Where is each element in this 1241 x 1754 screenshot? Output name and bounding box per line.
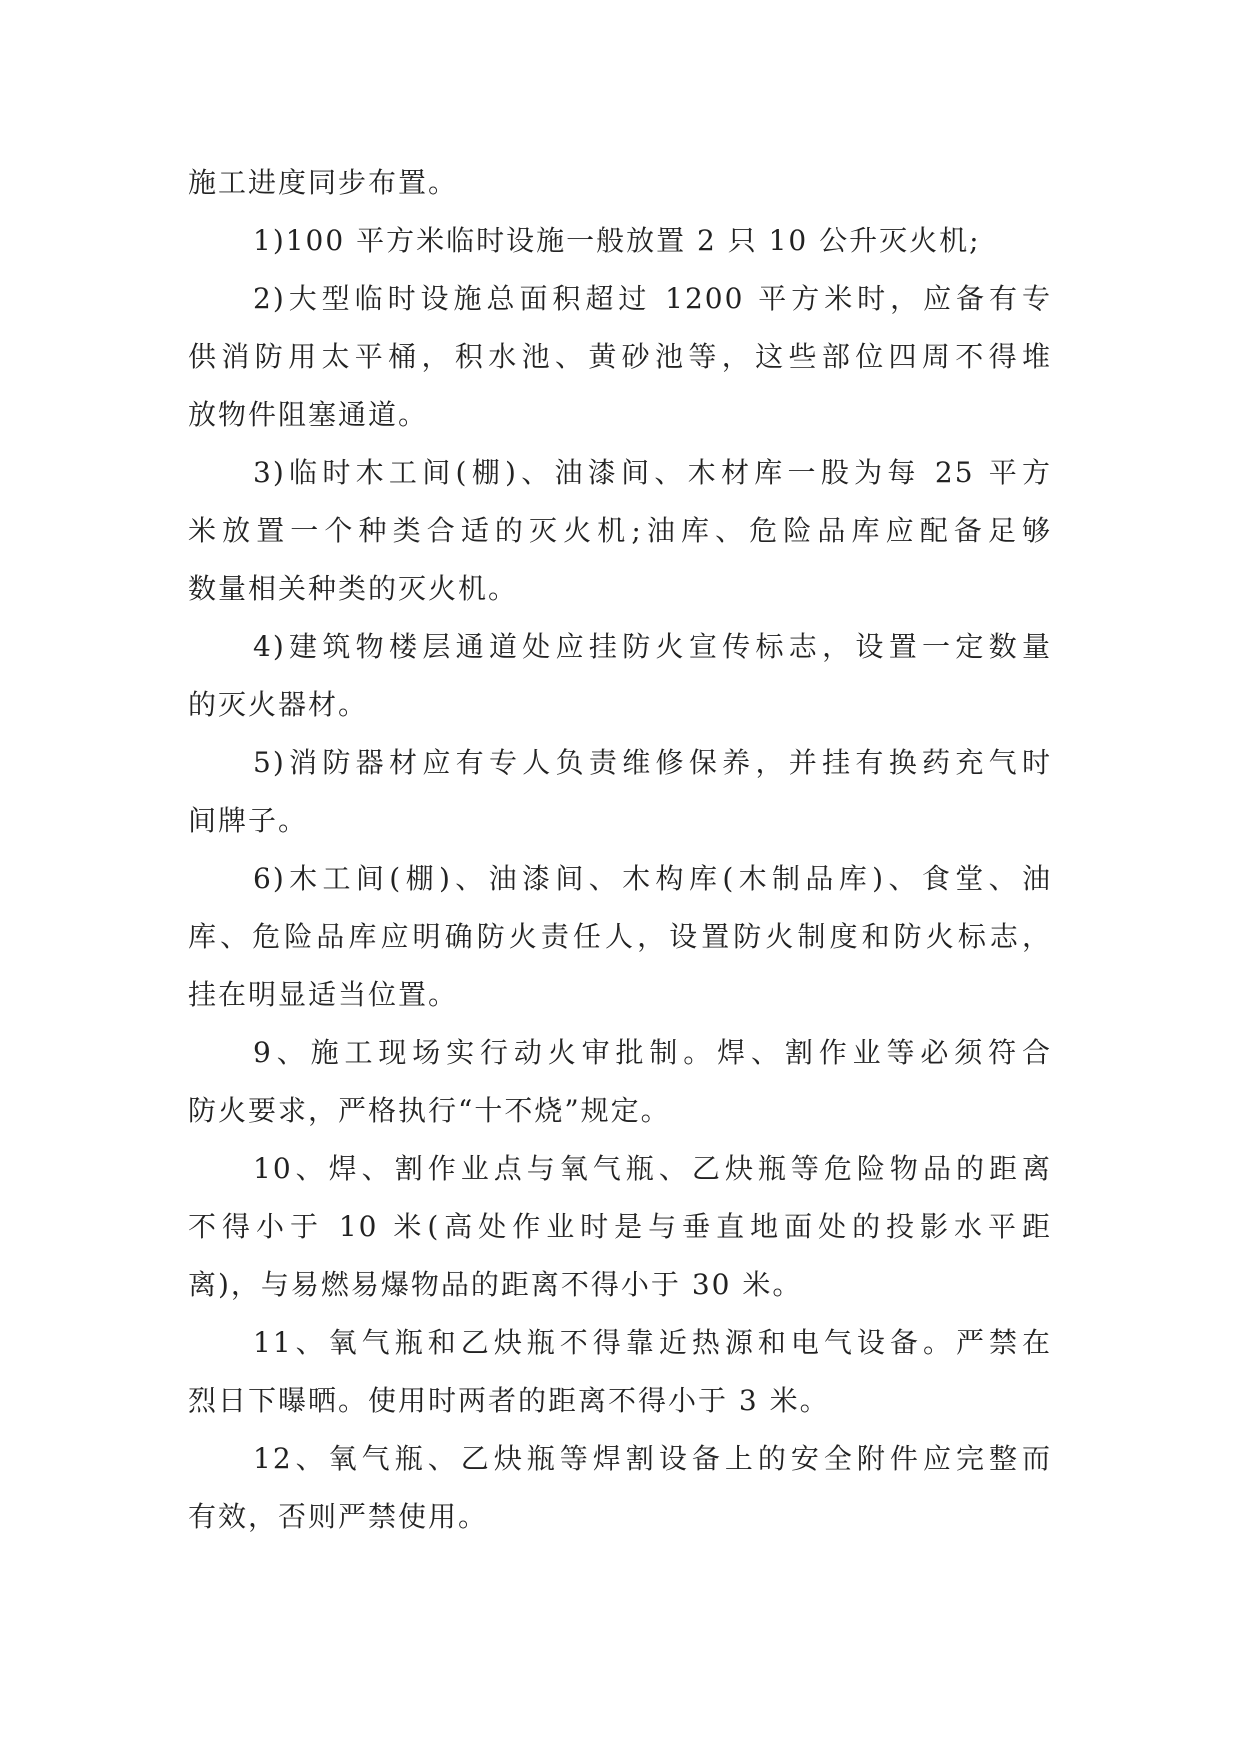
text-line: 3)临时木工间(棚)、油漆间、木材库一股为每 25 平方 [253,456,1052,489]
text-line: 离)，与易燃易爆物品的距离不得小于 30 米。 [188,1268,803,1301]
text-line: 库、危险品库应明确防火责任人，设置防火制度和防火标志， [188,920,1052,953]
text-line: 施工进度同步布置。 [188,166,459,199]
text-line: 烈日下曝晒。使用时两者的距离不得小于 3 米。 [188,1384,830,1417]
paragraph [188,618,1052,734]
text-line: 5)消防器材应有专人负责维修保养，并挂有换药充气时 [253,746,1052,779]
text-line: 有效，否则严禁使用。 [188,1500,489,1533]
body-text [188,154,1052,1546]
text-line: 9、施工现场实行动火审批制。焊、割作业等必须符合 [253,1036,1052,1069]
text-line: 挂在明显适当位置。 [188,978,459,1011]
text-line: 2)大型临时设施总面积超过 1200 平方米时，应备有专 [253,282,1052,315]
text-line: 不得小于 10 米(高处作业时是与垂直地面处的投影水平距 [188,1210,1052,1243]
text-line: 供消防用太平桶，积水池、黄砂池等，这些部位四周不得堆 [188,340,1052,373]
text-line: 防火要求，严格执行“十不烧”规定。 [188,1094,671,1127]
paragraph [188,154,1052,212]
paragraph [188,270,1052,444]
text-line: 数量相关种类的灭火机。 [188,572,519,605]
paragraph [188,444,1052,618]
text-line: 4)建筑物楼层通道处应挂防火宣传标志，设置一定数量 [253,630,1052,663]
paragraph [188,850,1052,1024]
paragraph [188,1314,1052,1430]
text-line: 间牌子。 [188,804,309,837]
text-line: 12、氧气瓶、乙炔瓶等焊割设备上的安全附件应完整而 [253,1442,1052,1475]
text-line: 6)木工间(棚)、油漆间、木构库(木制品库)、食堂、油 [253,862,1052,895]
text-line: 11、氧气瓶和乙炔瓶不得靠近热源和电气设备。严禁在 [253,1326,1052,1359]
paragraph [188,1430,1052,1546]
paragraph [188,1140,1052,1314]
paragraph [188,1024,1052,1140]
paragraph [188,212,1052,270]
text-line: 放物件阻塞通道。 [188,398,429,431]
paragraph [188,734,1052,850]
text-line: 的灭火器材。 [188,688,369,721]
text-line: 10、焊、割作业点与氧气瓶、乙炔瓶等危险物品的距离 [253,1152,1052,1185]
text-line: 米放置一个种类合适的灭火机;油库、危险品库应配备足够 [188,514,1052,547]
text-line: 1)100 平方米临时设施一般放置 2 只 10 公升灭火机; [253,224,981,257]
